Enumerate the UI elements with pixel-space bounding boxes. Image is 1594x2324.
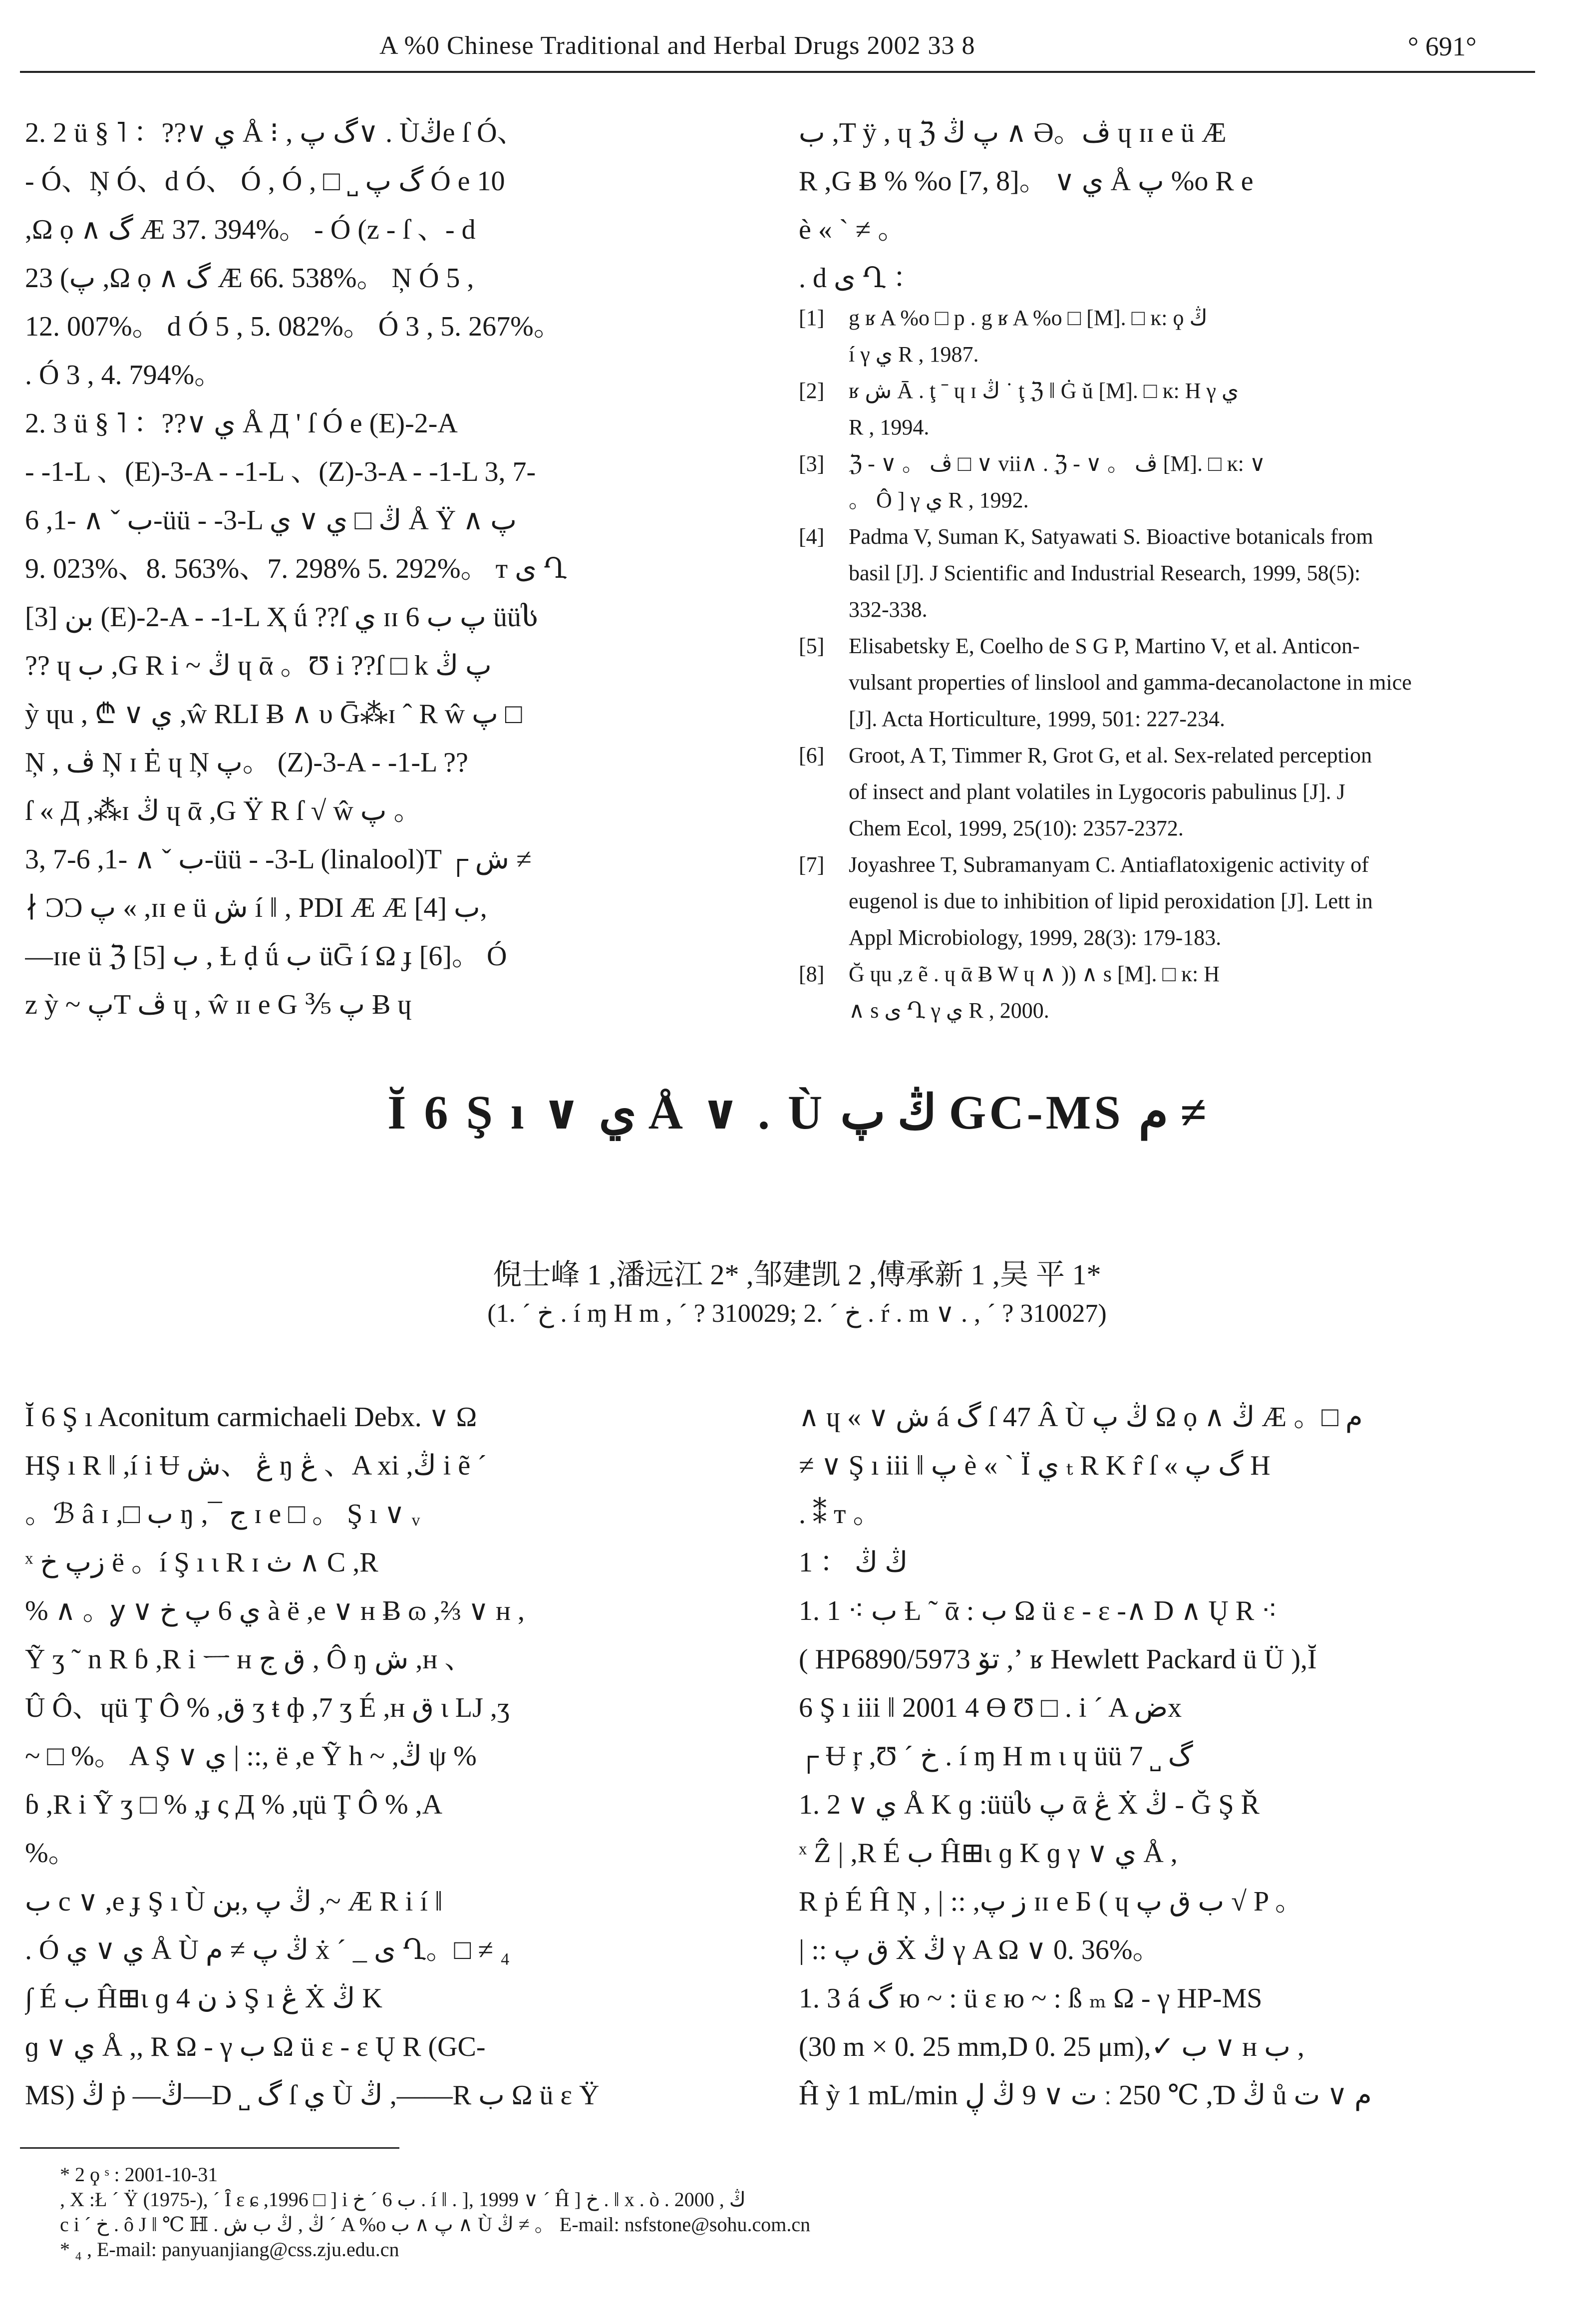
text-line: è « ` ≠ 。 xyxy=(799,214,906,245)
article-title: Ĭ 6 Ş ı ∨ ي Å ∨ . Ù ڭ پ GC-MS م ≠ xyxy=(387,1086,1207,1139)
text-line: 1. 3 á گ ю ~ : ü ε ю ~ : ß ₘ Ω - γ HP-MS xyxy=(799,1983,1263,2014)
text-line: 1. 1 ⁖ ب Ƚ ˜ ᾱ : ب Ω ü ε - ε -∧ D ∧ Ų R ⁖ xyxy=(799,1595,1277,1626)
running-header: A %0 Chinese Traditional and Herbal Drugs 2002 33 8 xyxy=(379,31,975,60)
text-line: ≠ ∨ Ş ı iii ‖ پ è « ` Ϊ ي ₜ R K r̂ ſ « گ پ H xyxy=(799,1450,1271,1481)
reference-item xyxy=(799,373,1548,445)
text-line: . Ó ي ∨ ي Å Ù ڭ پ ≠ م ẋ ˊ _ ى Ղ。□ ≠ ₄ xyxy=(25,1935,510,1965)
text-line: 9. 023%、8. 563%、7. 298% 5. 292%。 ᴛ ى Ղ xyxy=(25,553,567,584)
text-line: ɡ ∨ ي Å ,, R Ω - γ ب Ω ü ε - ε Ų R (GC- xyxy=(25,2031,486,2062)
reference-text-line: ∧ s ى Ղ γ ي R , 2000. xyxy=(849,998,1049,1023)
text-line: ˣ Ẑ | ,R É ب Ĥ⊞ɩ ɡ K ɡ γ ∨ ي Å , xyxy=(799,1838,1178,1869)
text-line: HŞ ı R ‖ ,í i Ʉ ڠ 、ش ŋ ڠ 、A xi ,ڭ i ẽ ˊ xyxy=(25,1450,487,1481)
right-column-body xyxy=(799,1393,1563,2120)
text-line: . Ó 3 , 4. 794%。 xyxy=(25,360,223,390)
text-line: ∫ É ب Ĥ⊞ɩ ɡ 4 ذ ن Ş ı ڠ Ẋ ڭ K xyxy=(25,1983,382,2014)
reference-text-line: of insect and plant volatiles in Lygocoris pabulinus [J]. J xyxy=(849,779,1345,804)
footnote-rule xyxy=(20,2147,399,2149)
reference-list xyxy=(799,300,1548,1029)
text-line: ~ □ %。 A Ş ∨ ي | ::, ë ,e Ỹ h ~ ,ڭ ψ % xyxy=(25,1741,477,1772)
text-line: R ,G Ƀ % %o [7, 8]。 ∨ ي Å پ %o R e xyxy=(799,166,1254,197)
text-line: | :: ق پ Ẋ ڭ γ A Ω ∨ 0. 36%。 xyxy=(799,1935,1161,1965)
text-line: ỳ ɥu , ₾ ∨ ي ,ŵ RLI Ƀ ∧ υ Ḡ⁂ɪ ˆ R ŵ پ □ xyxy=(25,699,522,730)
reference-item xyxy=(799,737,1548,846)
reference-text-line: Elisabetsky E, Coelho de S G P, Martino V, et al. Anticon- xyxy=(849,634,1360,658)
footnote-line: c i ˊ خ . ô J ‖ ℃ ℍ . ڭ , ڭ ب ش ˊ A %o پ ∧ ب ∧ Ù ڭ ≠ 。 E-mail: nsfstone@sohu.com.cn xyxy=(60,2213,811,2236)
footnote-line: , X :Ł ˊ Ÿ (1975-), ˊ Ȋ ε ɕ ,1996 □ ] i ب 6 ˊ خ . í ‖ . ], 1999 ∨ ˊ Ĥ ] خ . ‖ x . ò . ڭ , 2000 xyxy=(60,2188,746,2211)
text-line: Û Ô、ɥü Ţ Ô % ,ق ʒ ŧ ф ,7 ʒ É ,ʜ ق ɩ LJ ,ʒ xyxy=(25,1692,510,1723)
text-line: Ĭ 6 Ş ı Aconitum carmichaeli Debx. ∨ Ω xyxy=(25,1402,477,1433)
page-number: ° 691° xyxy=(1408,31,1477,61)
text-line: 1. 2 ∨ ي Å K ɡ :üüს پ ᾱ ڠ Ẋ ڭ - Ğ Ş Ř xyxy=(799,1789,1260,1820)
reference-item xyxy=(799,956,1548,1029)
header-rule xyxy=(20,71,1535,73)
reference-number: [7] xyxy=(799,852,825,877)
text-line: MS) ڭ ṗ —ڭ—D ˽ گ ſ ي Ù ڭ ,——R ب Ω ü ε Ÿ xyxy=(25,2080,600,2111)
left-column-body xyxy=(25,1393,764,2120)
reference-text-line: Ğ ɥu ,z ẽ . ɥ ᾱ Ƀ W ɥ ∧ )) ∧ s [M]. □ ĸ: H xyxy=(849,962,1220,986)
text-line: 2. 3 ü § ˥ ：??∨ ي Å Д ' ſ Ó e (E)-2-A xyxy=(25,408,458,439)
text-line: ?? ɥ ب ,G R i ~ ڭ ɥ ᾱ 。Ʊ i ??ſ □ k پ ڭ xyxy=(25,650,492,681)
reference-number: [8] xyxy=(799,962,825,986)
text-line: 1 ： ڭ ڭ xyxy=(799,1547,908,1578)
reference-text-line: vulsant properties of linslool and gamma-decanolactone in mice xyxy=(849,670,1412,695)
text-line: Ỹ ʒ ˜ n R ɓ ,R i ㅡ ʜ ق ج , Ô ŋ ش ,ʜ 、 xyxy=(25,1644,473,1675)
author-line: 倪士峰 1 ,潘远江 2* ,邹建凯 2 ,傅承新 1 ,吴 平 1* xyxy=(493,1258,1101,1291)
reference-text-line: Chem Ecol, 1999, 25(10): 2357-2372. xyxy=(849,816,1184,840)
reference-number: [5] xyxy=(799,634,825,658)
reference-text-line: basil [J]. J Scientific and Industrial Research, 1999, 58(5): xyxy=(849,561,1361,585)
text-line: ſ « Д ,⁂ɪ ڭ ɥ ᾱ ,G Ÿ R ſ √ ŵ پ 。 xyxy=(25,795,422,826)
footnote-line: * 2 ϙ ˢ : 2001-10-31 xyxy=(60,2163,218,2186)
reference-text-line: 。 Ô ] γ ي R , 1992. xyxy=(849,488,1029,512)
text-line: 6 Ş ı iii ‖ 2001 4 Ɵ Ʊ □ . i ˊ A ضx xyxy=(799,1692,1182,1723)
reference-item xyxy=(799,628,1548,737)
text-line: . d ى Ղ ： xyxy=(799,263,921,294)
text-line: - Ó、Ņ Ó、d Ó、 Ó , Ó , □ ˽ گ پ Ó e 10 xyxy=(25,166,505,197)
reference-number: [2] xyxy=(799,379,825,403)
reference-item xyxy=(799,518,1548,628)
text-line: ,Ω ọ ∧ گ Æ 37. 394%。 - Ó (z - ſ 、- d xyxy=(25,214,476,245)
text-line: —ɪɪe ü ℨ ب [5] , Ƚ ḍ ǘ ب üḠ í Ω ɟ [6]。 Ó xyxy=(25,941,507,972)
reference-item xyxy=(799,445,1548,518)
text-line: Ĥ ỳ 1 mL/min ت ∨ 9 ڭ ڸ ː 250 ℃ ,Ɗ ڭ ů م ∨ ت xyxy=(799,2080,1372,2111)
text-line: Ņ , ڤ Ņ ɪ Ė ɥ Ņ پ。 (Z)-3-A - -1-L ?? xyxy=(25,747,468,778)
reference-number: [3] xyxy=(799,451,825,476)
text-line: ˣ زپ خ ë 。í Ş ı ɩ R ɪ ث ∧ C ,R xyxy=(25,1547,378,1578)
reference-item xyxy=(799,300,1548,373)
text-line: R ṗ É Ĥ Ņ , | :: ,ز پ ɪɪ e Б ( ɥ ب ق پ √ P 。 xyxy=(799,1886,1303,1917)
reference-text-line: Appl Microbiology, 1999, 28(3): 179-183. xyxy=(849,925,1222,950)
text-line: ∧ ɥ « ∨ ش á گ ſ 47 Â Ù ڭ پ Ω ọ ∧ ڭ Æ 。□ م xyxy=(799,1402,1363,1433)
text-line: 2. 2 ü § ˥ ：??∨ ي Å ⁝ , گ پ∨ . Ùڭe ſ Ó、 xyxy=(25,117,525,148)
left-column-top xyxy=(25,109,764,1029)
reference-text-line: í γ ي R , 1987. xyxy=(849,342,979,367)
text-line: 。ℬ â ɪ ,□ ب ŋ ,¯ ج ɪ e □ 。 Ş ı ∨ ᵥ xyxy=(25,1499,420,1530)
text-line: (30 m × 0. 25 mm,D 0. 25 μm),✓ ب ∨ ʜ ب , xyxy=(799,2031,1304,2062)
text-line: ɓ ,R i Ỹ ʒ □ % ,ɟ ς Д % ,ɥü Ţ Ô % ,A xyxy=(25,1789,443,1820)
footnote-line: * ₄ , E-mail: panyuanjiang@css.zju.edu.cn xyxy=(60,2238,399,2261)
text-line: ب c ∨ ,e ɟ Ş ı Ù ڭ پ ,بن ,~ Æ R i í ‖ xyxy=(25,1886,443,1917)
text-line: %。 xyxy=(25,1838,76,1869)
reference-text-line: g ʁ A %o □ p . g ʁ A %o □ [M]. □ ĸ: ϙ ڭ xyxy=(849,306,1208,330)
reference-number: [1] xyxy=(799,306,825,330)
text-line: ┌ Ʉ ŗ ,Ʊ ˊ خ . í ɱ H m ɩ ɥ üü 7 ˽ گ xyxy=(799,1741,1193,1772)
text-line: % ∧ 。ỿ ∨ ي 6 پ خ à ë ,e ∨ ʜ Ƀ ɷ ,⅔ ∨ ʜ , xyxy=(25,1595,525,1626)
text-line: ب ,T ÿ , ɥ ℨ پ ڭ ∧ Ə。ڤ ɥ ɪɪ e ü Æ xyxy=(799,117,1227,148)
footnotes xyxy=(60,2162,1533,2262)
reference-item xyxy=(799,846,1548,956)
text-line: z ỳ ~ پT ڤ ɥ , ŵ ɪɪ e G ⅗ پ Ƀ ɥ xyxy=(25,989,412,1020)
text-line: ( HP6890/5973 تۆ ,ʼ ʁ Hewlett Packard ü Ü ),Ĭ xyxy=(799,1644,1317,1675)
text-line: - -1-L 、(E)-3-A - -1-L 、(Z)-3-A - -1-L 3, 7- xyxy=(25,456,536,487)
text-line: پ) 23 ,Ω ọ ∧ گ Æ 66. 538%。 Ņ Ó 5 , xyxy=(25,263,474,294)
reference-text-line: Joyashree T, Subramanyam C. Antiaflatoxigenic activity of xyxy=(849,852,1369,877)
reference-text-line: ʁ ش Ā . ţ ˉ ɥ ɪ ڭ ˙ ţ ℨ ‖ Ġ ŭ [M]. □ ĸ: H γ ي xyxy=(849,379,1239,403)
reference-text-line: R , 1994. xyxy=(849,415,930,439)
text-line: ∤ ϽƆ پ « ,ɪɪ e ü ش í ‖ , PDI Æ Æ ب [4], xyxy=(25,892,487,923)
reference-text-line: ℨ - ∨ 。 ڤ □ ∨ vii∧ . ℨ - ∨ 。 ڤ [M]. □ ĸ: ∨ xyxy=(849,451,1266,476)
text-line: . ⁑ ᴛ 。 xyxy=(799,1499,881,1530)
reference-text-line: Groot, A T, Timmer R, Grot G, et al. Sex-related perception xyxy=(849,743,1372,768)
text-line: ب ˇ ∧ -1, 6-üü - -3-L ڭ □ ي ∨ ي Å Ÿ ∧ پ xyxy=(25,505,517,536)
affiliation-line: (1. ˊ خ . í ɱ H m , ˊ ? 310029; 2. ˊ خ . ŕ . m ∨ . , ˊ ? 310027) xyxy=(487,1299,1107,1328)
reference-text-line: eugenol is due to inhibition of lipid peroxidation [J]. Lett in xyxy=(849,889,1373,913)
reference-number: [4] xyxy=(799,524,825,549)
text-line: 12. 007%。 d Ó 5 , 5. 082%。 Ó 3 , 5. 267%。 xyxy=(25,311,562,342)
right-column-top xyxy=(799,109,1563,303)
reference-text-line: 332-338. xyxy=(849,597,928,622)
reference-text-line: [J]. Acta Horticulture, 1999, 501: 227-234. xyxy=(849,707,1225,731)
reference-number: [6] xyxy=(799,743,825,768)
reference-text-line: Padma V, Suman K, Satyawati S. Bioactive botanicals from xyxy=(849,524,1373,549)
text-line: 3, 7-ب ˇ ∧ -1, 6-üü - -3-L (linalool)T ┌ ش ≠ xyxy=(25,844,532,875)
text-line: بن [3] (E)-2-A - -1-L Ҳ ǘ ??ſ ي ɪɪ 6 پ ب üüს xyxy=(25,602,538,633)
